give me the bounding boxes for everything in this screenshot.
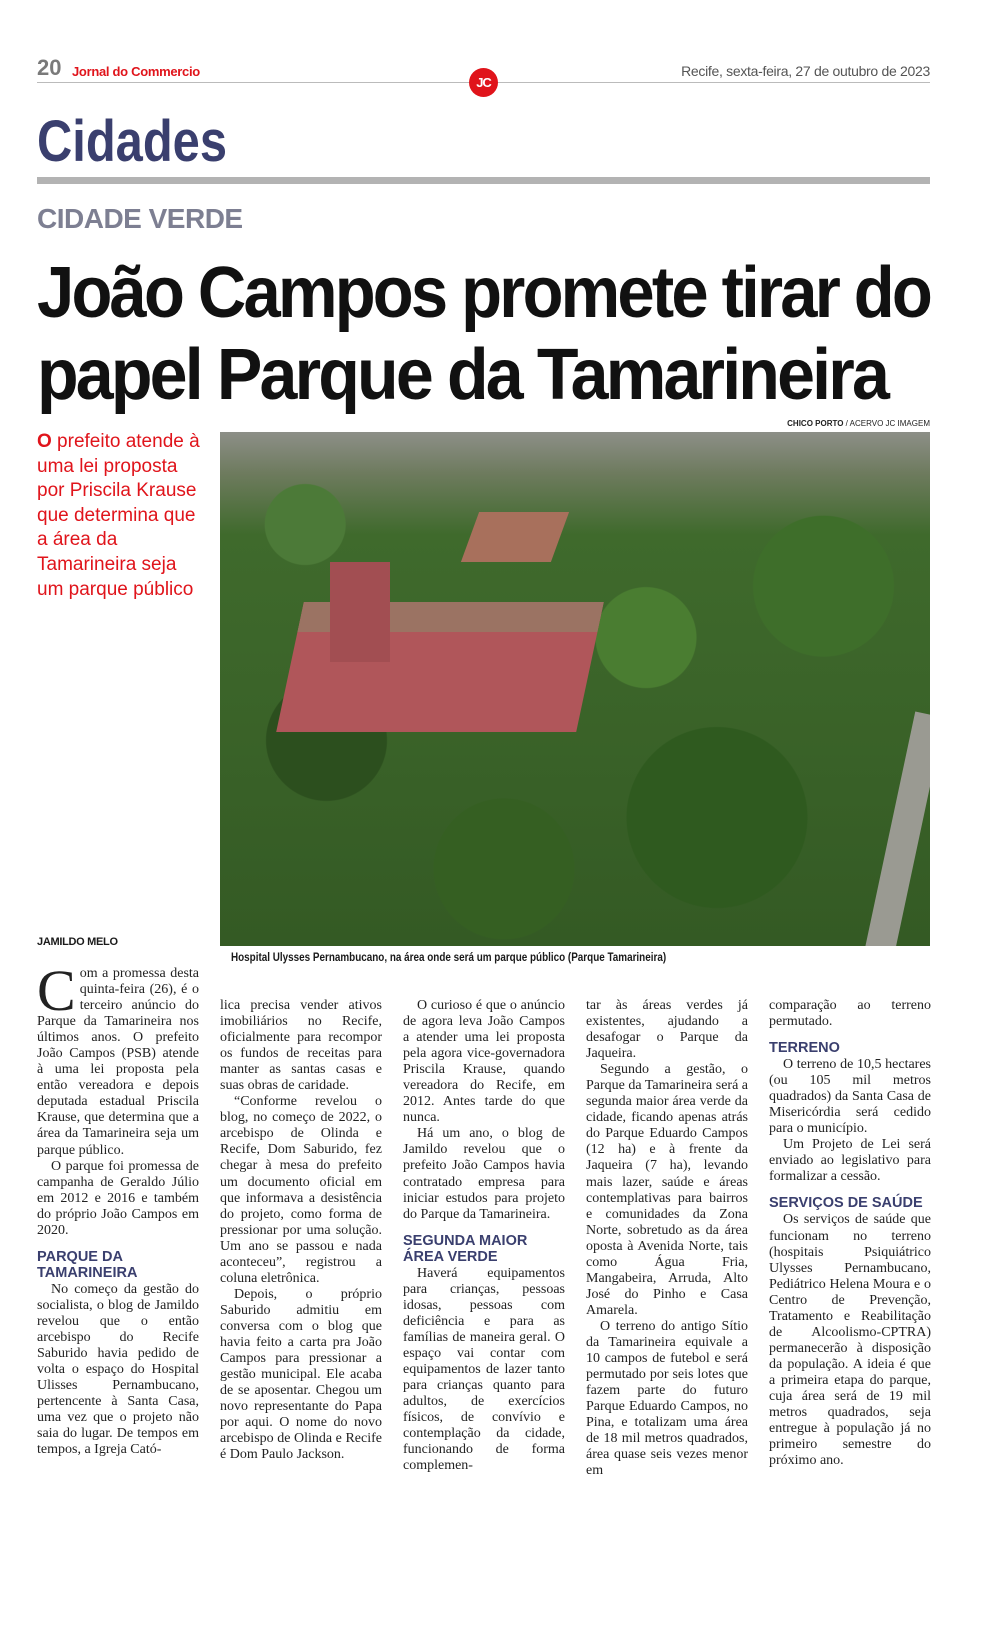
photo-building-wing xyxy=(330,562,390,662)
deck-text: prefeito atende à uma lei proposta por Priscila Krause que determina que a área da Tamarineira seja um parque público xyxy=(37,431,200,600)
article-column-5 xyxy=(769,998,931,1469)
newspaper-name: Jornal do Commercio xyxy=(72,64,200,79)
paragraph: comparação ao terreno permutado. xyxy=(769,998,931,1030)
paragraph: Depois, o próprio Saburido admitiu em conversa com o blog que havia feito a carta pra João Campos para pressionar a gestão municipal. Ele acaba de se aposentar. Chegou um novo representante do Papa por aqui. O nome do novo arcebispo de Olinda e Recife é Dom Paulo Jackson. xyxy=(220,1286,382,1463)
photo-caption: Hospital Ulysses Pernambucano, na área onde será um parque público (Parque Tamarineira) xyxy=(231,952,667,964)
photo-road xyxy=(865,712,930,946)
paragraph: O parque foi promessa de campanha de Geraldo Júlio em 2012 e 2016 e também do próprio João Campos em 2020. xyxy=(37,1158,199,1238)
paragraph: No começo da gestão do socialista, o blog de Jamildo revelou que o então arcebispo do Recife Saburido havia pedido de volta o espaço do Hospital Ulisses Pernambucano, pertencente à Santa Casa, uma vez que o projeto não saia do lugar. De tempos em tempos, a Igreja Cató- xyxy=(37,1281,199,1458)
article-column-1 xyxy=(37,958,199,1458)
subheading: PARQUE DA TAMARINEIRA xyxy=(37,1248,138,1281)
photo-building xyxy=(276,602,604,732)
paragraph: Os serviços de saúde que funcionam no terreno (hospitais Psiquiátrico Ulysses Pernambucano, Pediátrico Helena Moura e o Centro de Prevenção, Tratamento e Reabilitação de Alcoolismo-CPTRA) permanecerão à disposição da população. A ideia é que a primeira etapa do parque, cuja área será de 19 mil metros quadrados, seja entregue à população já no primeiro semestre do próximo ano. xyxy=(769,1212,931,1469)
article-column-2 xyxy=(220,998,382,1463)
article-column-4 xyxy=(586,998,748,1479)
article-column-3 xyxy=(403,998,565,1474)
deck xyxy=(37,430,207,602)
paragraph xyxy=(37,958,199,1159)
paragraph: O terreno de 10,5 hectares (ou 105 mil metros quadrados) da Santa Casa de Misericórdia será cedido para o município. xyxy=(769,1057,931,1137)
subheading: TERRENO xyxy=(769,1040,840,1057)
paragraph: “Conforme revelou o blog, no começo de 2022, o arcebispo de Olinda e Recife, Dom Saburido, fez chegar à mesa do prefeito um documento oficial em que informava a desistência do projeto, como forma de pressionar por uma solução. Um ano se passou e nada aconteceu”, registrou a coluna eletrônica. xyxy=(220,1094,382,1286)
paragraph: O terreno do antigo Sítio da Tamarineira equivale a 10 campos de futebol e será permutado por seis lotes que fazem parte do futuro Parque Eduardo Campos, no Pina, e totalizam uma área de 18 mil metros quadrados, área quase seis vezes menor em xyxy=(586,1318,748,1479)
paragraph: Haverá equipamentos para crianças, pessoas idosas, pessoas com deficiência e para as famílias de maneira geral. O espaço vai contar com equipamentos de lazer tanto para crianças quanto para adultos, de exercícios físicos, de convívio e contemplação da cidade, funcionando de forma complemen- xyxy=(403,1265,565,1474)
paragraph: Há um ano, o blog de Jamildo revelou que o prefeito João Campos havia contratado empresa para iniciar estudos para projeto do Parque da Tamarineira. xyxy=(403,1126,565,1222)
section-rule xyxy=(37,177,930,184)
photographer: CHICO PORTO xyxy=(787,419,844,428)
drop-cap: C xyxy=(37,958,76,1023)
byline: JAMILDO MELO xyxy=(37,936,118,948)
section-title: Cidades xyxy=(37,109,227,174)
paragraph: Segundo a gestão, o Parque da Tamarineira será a segunda maior área verde da cidade, ficando apenas atrás do Parque Eduardo Campos (12 ha) e à frente da Jaqueira (7 ha), levando mais lazer, saúde e áreas contemplativas para bairros e comunidades da Zona Norte, sobretudo as da área oposta à Avenida Norte, tais como Água Fria, Mangabeira, Arruda, Alto José do Pinho e Casa Amarela. xyxy=(586,1062,749,1318)
dateline: Recife, sexta-feira, 27 de outubro de 2023 xyxy=(681,63,930,79)
headline-line-1: João Campos promete tirar do xyxy=(37,253,930,333)
paragraph: O curioso é que o anúncio de agora leva João Campos a atender uma lei proposta pela agora vice-governadora Priscila Krause, quando vereadora do Recife, em 2012. Antes tarde do que nunca. xyxy=(403,998,565,1126)
jc-logo-icon: JC xyxy=(469,68,498,97)
paragraph: tar às áreas verdes já existentes, ajudando a desafogar o Parque da Jaqueira. xyxy=(586,998,748,1062)
subheading: SEGUNDA MAIOR ÁREA VERDE xyxy=(403,1232,528,1265)
photo-credit xyxy=(787,419,930,428)
photo-roof xyxy=(461,512,569,562)
photo-source: / ACERVO JC IMAGEM xyxy=(843,419,930,428)
page-number: 20 xyxy=(37,55,62,80)
paragraph: lica precisa vender ativos imobiliários no Recife, oficialmente para recompor os fundos de receitas para manter as santas casas e suas obras de caridade. xyxy=(220,998,382,1094)
paragraph-text: om a promessa desta quinta-feira (26), é o terceiro anúncio do Parque da Tamarineira nos últimos anos. O prefeito João Campos (PSB) atende à uma lei proposta pela então vereadora e depois deputada estadual Priscila Krause, que determina que a área da Tamarineira seja um parque público. xyxy=(37,966,199,1158)
headline-line-2: papel Parque da Tamarineira xyxy=(37,335,887,415)
deck-lead: O xyxy=(37,431,52,452)
aerial-photo-hospital xyxy=(220,432,930,946)
subheading: SERVIÇOS DE SAÚDE xyxy=(769,1195,923,1212)
kicker: CIDADE VERDE xyxy=(37,203,243,234)
paragraph: Um Projeto de Lei será enviado ao legislativo para formalizar a cessão. xyxy=(769,1137,931,1185)
